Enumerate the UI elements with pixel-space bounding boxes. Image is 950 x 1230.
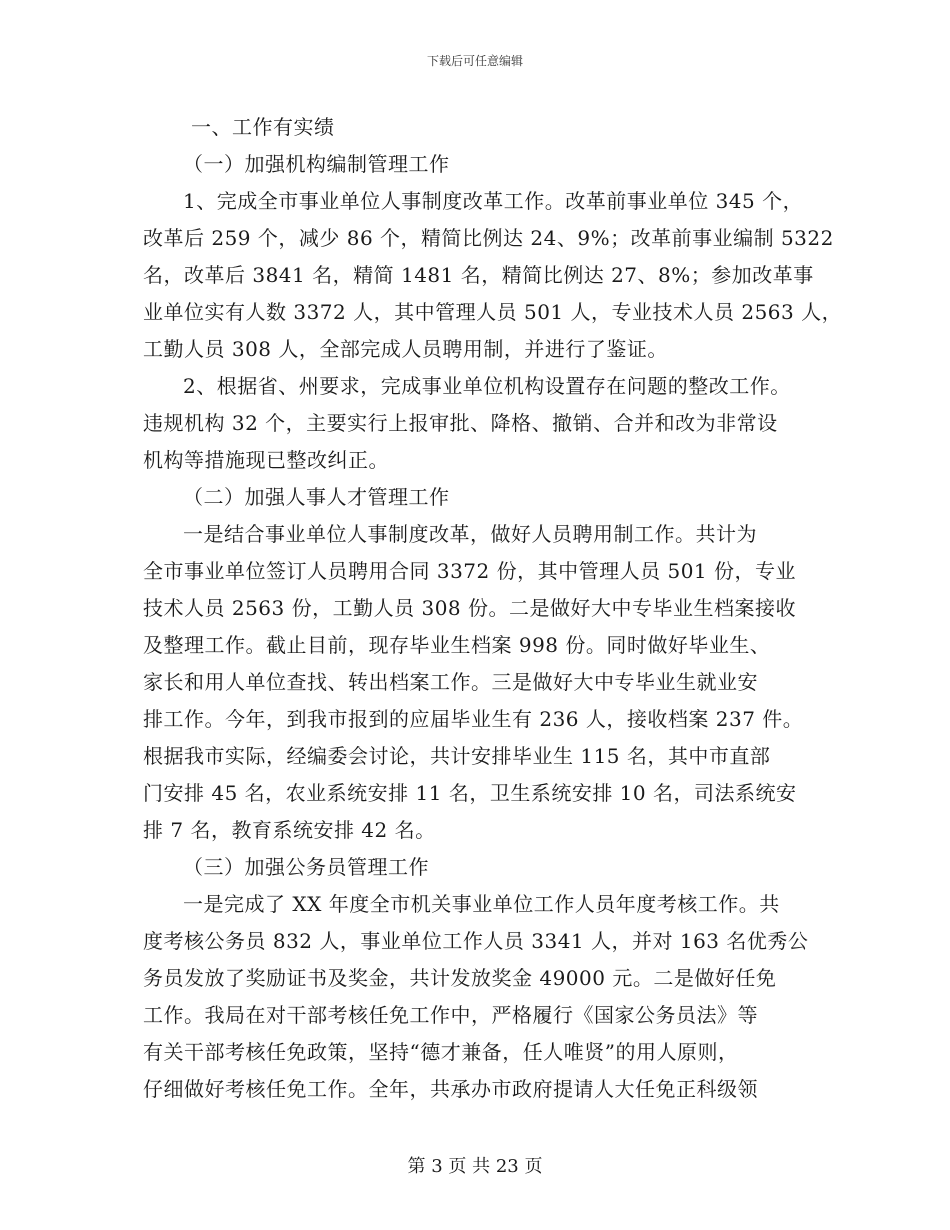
subsection-heading: （三）加强公务员管理工作	[183, 855, 429, 879]
paragraph-line: 务员发放了奖励证书及奖金，共计发放奖金 49000 元。二是做好任免	[143, 966, 777, 990]
page-number: 第 3 页 共 23 页	[407, 1156, 543, 1177]
paragraph-line: 门安排 45 名，农业系统安排 11 名，卫生系统安排 10 名，司法系统安	[143, 781, 797, 805]
paragraph-line: 度考核公务员 832 人，事业单位工作人员 3341 人，并对 163 名优秀公	[143, 929, 809, 953]
paragraph-line: 改革后 259 个，减少 86 个，精简比例达 24、9%；改革前事业编制 5322	[143, 226, 834, 250]
paragraph-line: 机构等措施现已整改纠正。	[143, 448, 389, 472]
paragraph-line: 有关干部考核任免政策，坚持“德才兼备，任人唯贤”的用人原则，	[143, 1040, 739, 1064]
paragraph-line: 排 7 名，教育系统安排 42 名。	[143, 818, 436, 842]
paragraph-line: 2、根据省、州要求，完成事业单位机构设置存在问题的整改工作。	[183, 374, 791, 398]
paragraph-line: 一是完成了 XX 年度全市机关事业单位工作人员年度考核工作。共	[183, 892, 780, 916]
subsection-heading: （一）加强机构编制管理工作	[183, 152, 450, 176]
paragraph-line: 家长和用人单位查找、转出档案工作。三是做好大中专毕业生就业安	[143, 670, 758, 694]
page-header-note: 下载后可任意编辑	[426, 54, 523, 68]
paragraph-line: 工作。我局在对干部考核任免工作中，严格履行《国家公务员法》等	[143, 1003, 758, 1027]
paragraph-line: 根据我市实际，经编委会讨论，共计安排毕业生 115 名，其中市直部	[143, 744, 771, 768]
paragraph-line: 业单位实有人数 3372 人，其中管理人员 501 人，专业技术人员 2563 人，	[143, 300, 843, 324]
paragraph-line: 一是结合事业单位人事制度改革，做好人员聘用制工作。共计为	[183, 522, 757, 546]
section-heading: 一、工作有实绩	[191, 115, 335, 139]
paragraph-line: 技术人员 2563 份，工勤人员 308 份。二是做好大中专毕业生档案接收	[143, 596, 797, 620]
paragraph-line: 工勤人员 308 人，全部完成人员聘用制，并进行了鉴证。	[143, 337, 668, 361]
paragraph-line: 及整理工作。截止目前，现存毕业生档案 998 份。同时做好毕业生、	[143, 633, 771, 657]
document-body	[143, 109, 843, 1108]
paragraph-line: 1、完成全市事业单位人事制度改革工作。改革前事业单位 345 个，	[183, 189, 804, 213]
paragraph-line: 仔细做好考核任免工作。全年，共承办市政府提请人大任免正科级领	[143, 1077, 758, 1101]
paragraph-line: 排工作。今年，到我市报到的应届毕业生有 236 人，接收档案 237 件。	[143, 707, 804, 731]
paragraph-line: 全市事业单位签订人员聘用合同 3372 份，其中管理人员 501 份，专业	[143, 559, 797, 583]
paragraph-line: 名，改革后 3841 名，精简 1481 名，精简比例达 27、8%；参加改革事	[143, 263, 814, 287]
paragraph-line: 违规机构 32 个，主要实行上报审批、降格、撤销、合并和改为非常设	[143, 411, 778, 435]
subsection-heading: （二）加强人事人才管理工作	[183, 485, 450, 509]
